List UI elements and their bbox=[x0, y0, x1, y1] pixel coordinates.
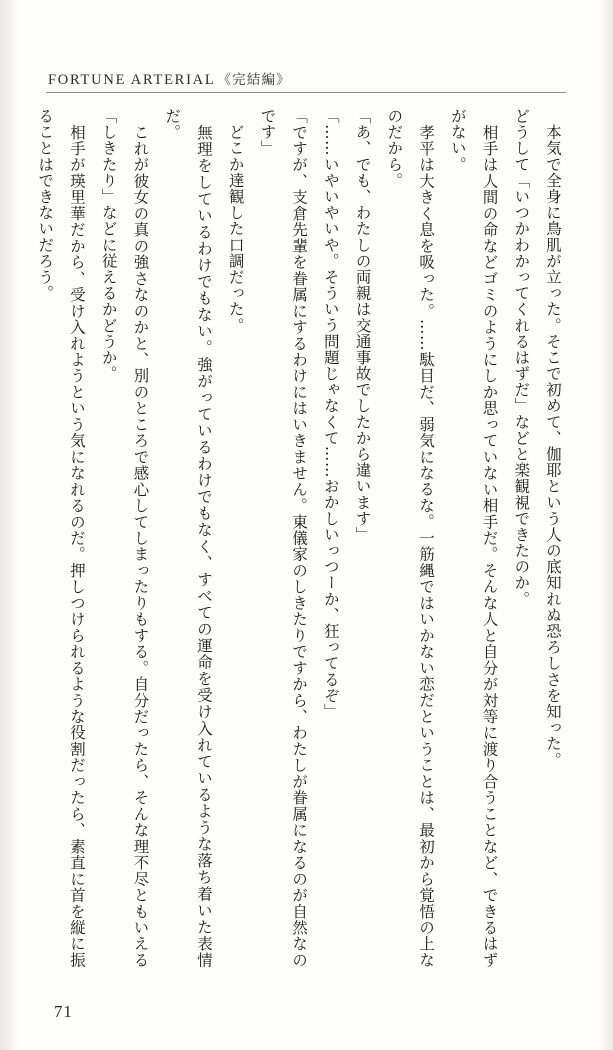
running-head-title: FORTUNE ARTERIAL bbox=[48, 72, 216, 88]
paragraph: 孝平は大きく息を吸った。……駄目だ、弱気になるな。一筋縄ではいかない恋だということは、最初から覚悟の上なのだから。 bbox=[385, 108, 436, 968]
paragraph: 本気で全身に鳥肌が立った。そこで初めて、伽耶という人の底知れぬ恐ろしさを知った。 bbox=[544, 108, 562, 768]
paragraph: これが彼女の真の強さなのかと、別のところで感心してしまったりもする。自分だったら、そんな理不尽ともいえる「しきたり」などに従えるかどうか。 bbox=[99, 108, 150, 968]
paragraph: 相手は人間の命などゴミのようにしか思っていない相手だ。そんな人と自分が対等に渡り合うことなど、できるはずがない。 bbox=[448, 108, 499, 968]
paragraph: どうして「いつかわかってくれるはずだ」などと楽観視できたのか。 bbox=[512, 108, 531, 607]
paragraph: 「あ、でも、わたしの両親は交通事故でしたから違います」 bbox=[353, 108, 372, 543]
paragraph: 相手が瑛里華だから、受け入れようという気になれるのだ。押しつけられるような役割だったら、素直に首を縦に振ることはできないだろう。 bbox=[36, 108, 86, 968]
paragraph: 「ですが、支倉先輩を眷属にするわけにはいきません。東儀家のしきたりですから、わたしが眷属になるのが自然なのです」 bbox=[258, 108, 309, 968]
running-head-subtitle: 《完結編》 bbox=[217, 72, 291, 88]
running-head bbox=[48, 68, 291, 89]
body-text bbox=[36, 108, 568, 968]
paragraph: どこか達観した口調だった。 bbox=[226, 108, 245, 334]
page-number: 71 bbox=[54, 1002, 73, 1021]
paragraph: 無理をしているわけでもない。強がっているわけでもなく、すべての運命を受け入れているような落ち着いた表情だ。 bbox=[163, 108, 213, 968]
running-head-rule bbox=[46, 92, 566, 93]
paragraph: 「……いやいやいや。そういう問題じゃなくて……おかしいっつーか、狂ってるぞ」 bbox=[321, 108, 340, 720]
